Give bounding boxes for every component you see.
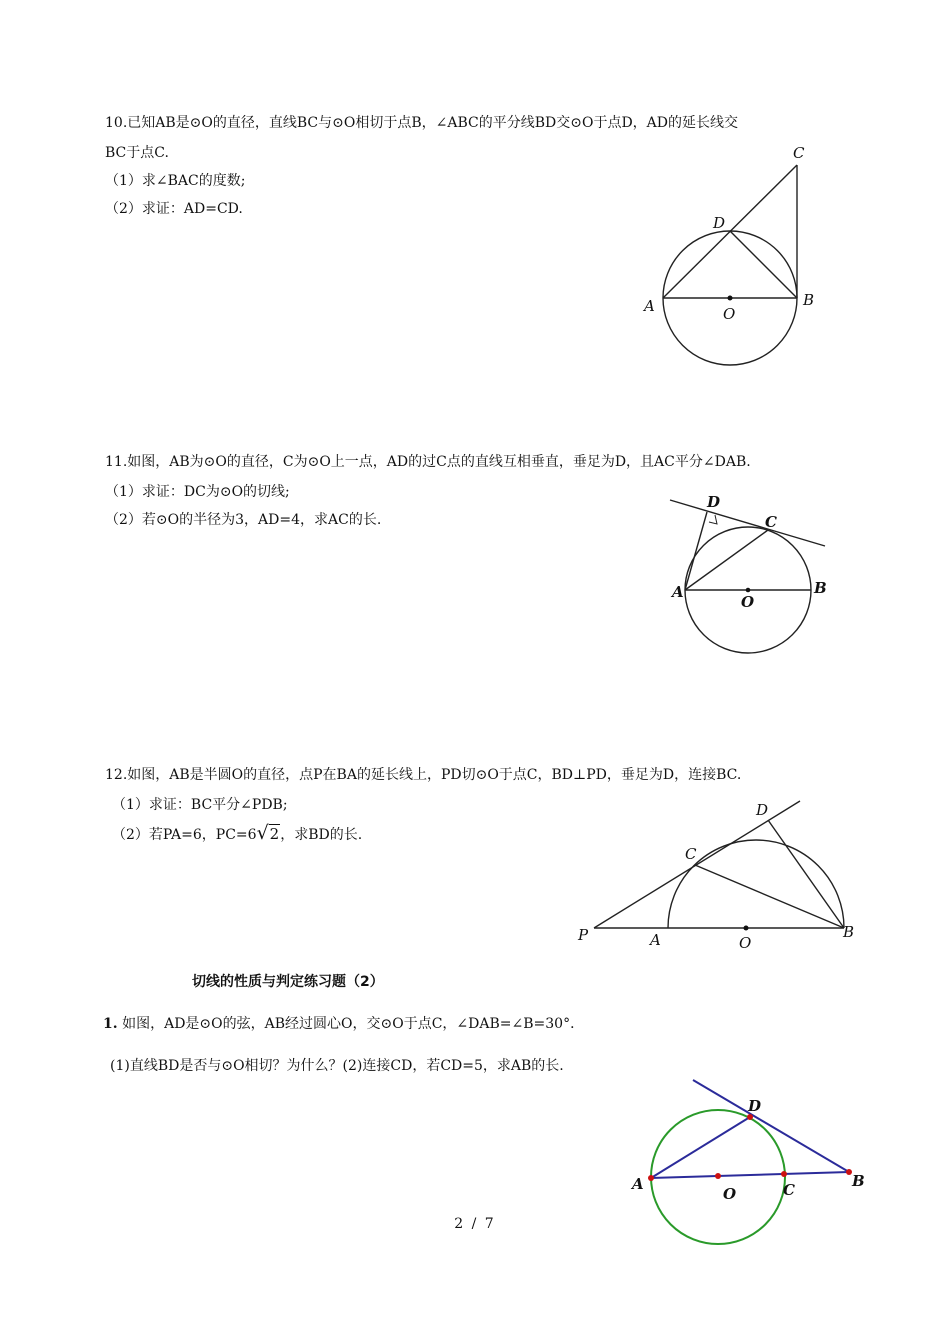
- q11-label-o: O: [741, 593, 755, 611]
- s2q1-line-ad: [651, 1117, 750, 1178]
- s2q1-line-ab: [651, 1172, 849, 1178]
- q12-label-p: P: [578, 926, 589, 944]
- q12-sqrt: √2: [256, 822, 280, 844]
- q11-label-d: D: [707, 493, 721, 511]
- q11-label-a: A: [672, 583, 684, 601]
- q12-label-b: B: [843, 923, 855, 941]
- q11-center-dot: [746, 588, 751, 593]
- s2q1-point-o: [715, 1173, 721, 1179]
- q10-part2: （2）求证：AD=CD.: [105, 201, 243, 217]
- q12-text-line1: 12.如图，AB是半圆O的直径，点P在BA的延长线上，PD切⊙O于点C，BD⊥PD，垂足为D，连接BC.: [105, 767, 742, 783]
- s2q1-figure: [620, 1075, 880, 1260]
- q10-label-o: O: [723, 305, 736, 323]
- q10-text-line1: 10.已知AB是⊙O的直径，直线BC与⊙O相切于点B，∠ABC的平分线BD交⊙O于点D，AD的延长线交: [105, 115, 739, 131]
- s2q1-label-b: B: [852, 1172, 865, 1190]
- q12-label-o: O: [739, 934, 752, 952]
- q12-part2-post: ，求BD的长.: [280, 827, 363, 843]
- q12-label-c: C: [685, 845, 697, 863]
- q10-label-a: A: [644, 297, 655, 315]
- q11-figure: [660, 485, 840, 660]
- s2q1-label-c: C: [783, 1181, 795, 1199]
- q12-part2-pre: （2）若PA=6，PC=6: [112, 827, 257, 843]
- s2q1-text-line1: [103, 1015, 584, 1033]
- q11-right-angle-mark: [709, 515, 717, 524]
- page-number: 2 / 7: [454, 1216, 496, 1232]
- q10-label-d: D: [713, 214, 726, 232]
- q11-line-ad: [685, 512, 707, 590]
- q10-center-dot: [728, 296, 733, 301]
- q12-part2: [112, 824, 362, 844]
- q11-part1: （1）求证：DC为⊙O的切线;: [105, 484, 290, 500]
- s2q1-point-a: [648, 1175, 654, 1181]
- s2q1-label-d: D: [748, 1097, 762, 1115]
- q11-label-c: C: [765, 513, 777, 531]
- q10-part1: （1）求∠BAC的度数;: [105, 173, 246, 189]
- s2q1-label-a: A: [632, 1175, 644, 1193]
- q11-text-line1: 11.如图，AB为⊙O的直径，C为⊙O上一点，AD的过C点的直线互相垂直，垂足为D，且AC平分∠DAB.: [105, 454, 751, 470]
- q10-label-b: B: [803, 291, 815, 309]
- s2q1-line-bd-extended: [693, 1080, 849, 1172]
- q12-center-dot: [744, 926, 749, 931]
- s2q1-stem: 如图，AD是⊙O的弦，AB经过圆心O，交⊙O于点C，∠DAB=∠B=30°．: [122, 1016, 585, 1032]
- s2q1-text-line2: (1)直线BD是否与⊙O相切？为什么？(2)连接CD，若CD=5，求AB的长.: [110, 1058, 564, 1074]
- section-title: 切线的性质与判定练习题（2）: [192, 974, 384, 990]
- s2q1-number: 1.: [103, 1016, 118, 1032]
- q12-tangent-pd: [594, 801, 800, 928]
- q11-part2: （2）若⊙O的半径为3，AD=4，求AC的长.: [105, 512, 382, 528]
- q12-part1: （1）求证：BC平分∠PDB;: [112, 797, 288, 813]
- q12-label-d: D: [756, 801, 769, 819]
- q11-label-b: B: [814, 579, 827, 597]
- q10-line-bd: [730, 231, 797, 298]
- q11-tangent-dc: [670, 500, 825, 546]
- s2q1-label-o: O: [723, 1185, 737, 1203]
- q12-label-a: A: [650, 931, 661, 949]
- q12-figure: [570, 795, 870, 955]
- q10-figure: [630, 135, 830, 375]
- s2q1-point-c: [781, 1171, 787, 1177]
- q10-label-c: C: [793, 144, 805, 162]
- q10-text-line2: BC于点C.: [105, 145, 169, 161]
- q12-sqrt-radicand: 2: [269, 825, 280, 843]
- q11-line-ac: [685, 530, 768, 590]
